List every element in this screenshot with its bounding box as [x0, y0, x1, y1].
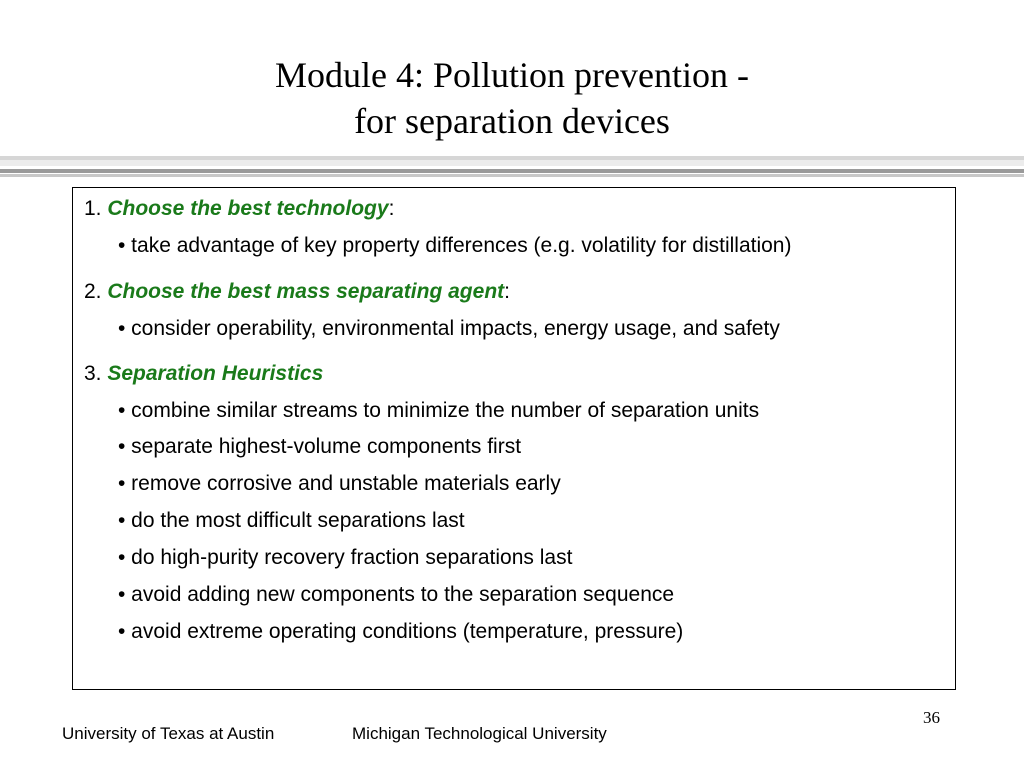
bullet-item: • consider operability, environmental impacts, energy usage, and safety	[118, 317, 780, 340]
divider-band	[0, 174, 1024, 177]
footer-right: Michigan Technological University	[352, 724, 607, 743]
page-number: 36	[923, 708, 940, 727]
bullet-item: • combine similar streams to minimize the number of separation units	[118, 399, 760, 422]
divider-band	[0, 169, 1024, 173]
title-divider	[0, 156, 1024, 180]
section-2-heading	[84, 280, 510, 304]
section-number: 2.	[84, 280, 102, 303]
footer-left: University of Texas at Austin	[62, 724, 275, 743]
section-number: 3.	[84, 362, 102, 385]
bullet-item: • avoid extreme operating conditions (temperature, pressure)	[118, 620, 684, 643]
section-suffix: :	[388, 197, 395, 220]
bullet-item: • do the most difficult separations last	[118, 509, 465, 532]
section-1-heading	[84, 197, 394, 221]
divider-band	[0, 160, 1024, 166]
bullet-item: • avoid adding new components to the separation sequence	[118, 583, 675, 606]
bullet-item: • do high-purity recovery fraction separations last	[118, 546, 573, 569]
bullet-item: • separate highest-volume components first	[118, 435, 522, 458]
section-title: Choose the best technology	[107, 197, 389, 220]
section-3-heading	[84, 362, 323, 386]
section-number: 1.	[84, 197, 102, 220]
section-suffix: :	[504, 280, 510, 303]
section-title: Separation Heuristics	[107, 362, 324, 385]
bullet-item: • remove corrosive and unstable materials early	[118, 472, 561, 495]
bullet-item: • take advantage of key property differences (e.g. volatility for distillation)	[118, 234, 792, 257]
title-line-1: Module 4: Pollution prevention -	[275, 55, 749, 95]
title-line-2: for separation devices	[354, 101, 670, 141]
section-title: Choose the best mass separating agent	[107, 280, 505, 303]
slide-title	[0, 52, 1024, 144]
